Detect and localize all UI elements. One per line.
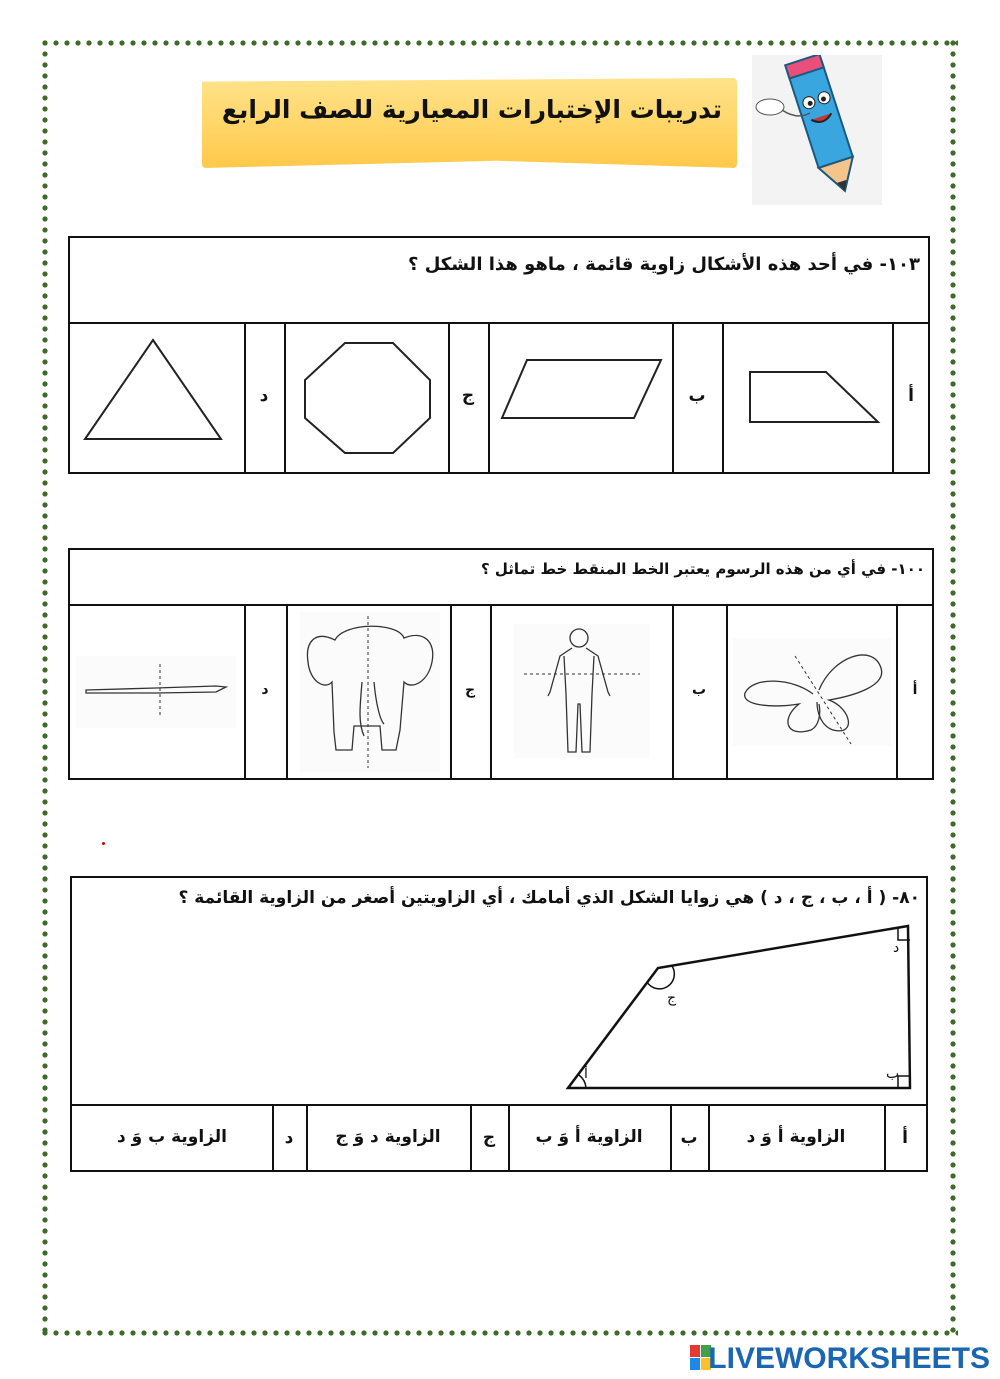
question-1-divider	[68, 322, 930, 324]
q2-option-a-letter[interactable]: أ	[912, 682, 918, 698]
question-1-text: ١٠٣- في أحد هذه الأشكال زاوية قائمة ، ماهو هذا الشكل ؟	[408, 254, 920, 275]
q1-sep	[672, 322, 674, 474]
question-2-divider	[68, 604, 934, 606]
q3-option-a-letter[interactable]: أ	[902, 1128, 908, 1148]
q3-option-c-text[interactable]: الزاوية د وَ ج	[335, 1127, 441, 1147]
butterfly-figure[interactable]	[733, 638, 891, 746]
q2-sep	[672, 604, 674, 780]
quadrilateral-figure	[560, 920, 920, 1095]
q2-sep	[286, 604, 288, 780]
question-3-divider	[70, 1104, 928, 1106]
question-3-text: ٨٠- ( أ ، ب ، ج ، د ) هي زوايا الشكل الذي أمامك ، أي الزاويتين أصغر من الزاوية القائمة ؟	[178, 888, 920, 908]
q2-sep	[450, 604, 452, 780]
angle-label-c: ج	[667, 990, 677, 1006]
angle-label-b: ب	[886, 1066, 900, 1082]
q3-sep	[508, 1104, 510, 1172]
liveworksheets-brand[interactable]: LIVEWORKSHEETS	[708, 1342, 990, 1375]
page-title: تدريبات الإختبارات المعيارية للصف الرابع	[221, 95, 722, 124]
q2-sep	[726, 604, 728, 780]
q3-sep	[306, 1104, 308, 1172]
angle-label-a: أ	[584, 1066, 588, 1082]
page-border-bottom	[40, 1328, 958, 1338]
q1-option-d-letter[interactable]: د	[259, 386, 269, 406]
q1-option-c-letter[interactable]: ج	[461, 386, 475, 406]
q3-option-a-text[interactable]: الزاوية أ وَ د	[746, 1127, 846, 1147]
q2-sep	[896, 604, 898, 780]
q3-option-b-text[interactable]: الزاوية أ وَ ب	[535, 1127, 643, 1147]
q1-sep	[892, 322, 894, 474]
q3-sep	[708, 1104, 710, 1172]
pencil-mascot-icon	[752, 55, 882, 205]
q2-option-c-letter[interactable]: ج	[464, 682, 476, 698]
q2-option-d-letter[interactable]: د	[261, 682, 269, 698]
q2-sep	[244, 604, 246, 780]
q3-sep	[470, 1104, 472, 1172]
question-2-text: ١٠٠- في أي من هذه الرسوم يعتبر الخط المنقط خط تماثل ؟	[480, 560, 925, 578]
octagon-figure[interactable]	[290, 328, 445, 468]
q3-sep	[884, 1104, 886, 1172]
q3-sep	[670, 1104, 672, 1172]
q1-sep	[284, 322, 286, 474]
red-dot	[102, 842, 105, 845]
q1-option-b-letter[interactable]: ب	[688, 386, 706, 406]
q1-sep	[448, 322, 450, 474]
knife-figure[interactable]	[76, 656, 236, 728]
q1-sep	[244, 322, 246, 474]
q2-sep	[490, 604, 492, 780]
triangle-figure[interactable]	[76, 330, 241, 465]
q1-sep	[722, 322, 724, 474]
trapezoid-figure[interactable]	[728, 345, 888, 445]
q2-option-b-letter[interactable]: ب	[691, 682, 707, 698]
q3-option-d-letter[interactable]: د	[284, 1128, 294, 1148]
page-border-left	[40, 38, 50, 1338]
page-border-top	[40, 38, 958, 48]
parallelogram-figure[interactable]	[494, 345, 669, 445]
angle-label-d: د	[893, 940, 900, 956]
q3-option-d-text[interactable]: الزاوية ب وَ د	[116, 1127, 227, 1147]
human-figure[interactable]	[514, 624, 650, 758]
q1-option-a-letter[interactable]: أ	[908, 386, 914, 406]
q3-option-b-letter[interactable]: ب	[680, 1128, 698, 1148]
page-border-right	[948, 38, 958, 1338]
q3-option-c-letter[interactable]: ج	[482, 1128, 496, 1148]
elephant-figure[interactable]	[300, 612, 440, 772]
q1-sep	[488, 322, 490, 474]
